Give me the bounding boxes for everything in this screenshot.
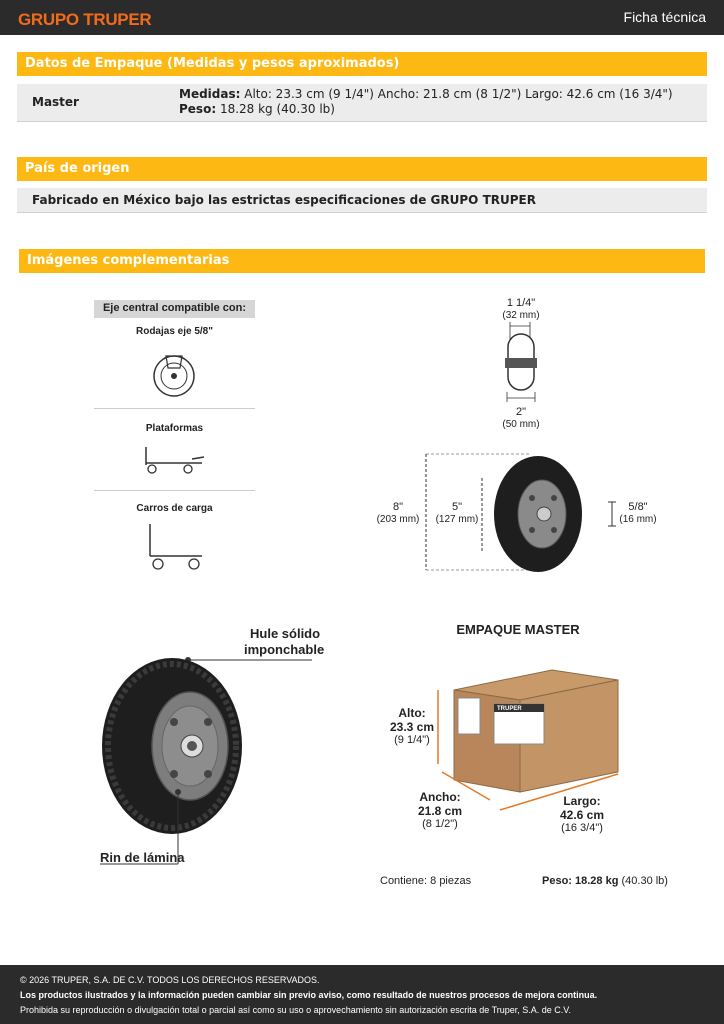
packaging-heading: Datos de Empaque (Medidas y pesos aproximados) bbox=[17, 52, 707, 76]
ancho-cm: 21.8 cm bbox=[417, 804, 463, 818]
ancho-in: (8 1/2") bbox=[422, 818, 458, 830]
origin-row bbox=[17, 188, 707, 213]
top-bar bbox=[0, 0, 724, 35]
axle-label: 5/8" bbox=[628, 501, 648, 513]
compat-item-hand-trucks: Carros de carga bbox=[136, 503, 213, 514]
box-brand: TRUPER bbox=[497, 706, 522, 712]
weight-label: Peso: bbox=[179, 102, 217, 116]
compat-title-bar bbox=[94, 300, 255, 318]
tire-label-line1: Hule sólido bbox=[250, 626, 321, 641]
width-bottom-mm: (50 mm) bbox=[502, 419, 540, 430]
largo-cm: 42.6 cm bbox=[559, 808, 605, 822]
alto-cm: 23.3 cm bbox=[389, 720, 435, 734]
divider bbox=[94, 490, 255, 491]
diameter-outer-mm: (203 mm) bbox=[376, 514, 420, 525]
footer-legal: Prohibida su reproducción o divulgación total o parcial así como su uso o aprovechamiento sin autorización escrita de Truper, S.A. de C.V. bbox=[20, 1005, 571, 1015]
width-bottom-label: 2" bbox=[515, 406, 527, 418]
weight-summary bbox=[542, 875, 668, 887]
weight-text: 18.28 kg (40.30 lb) bbox=[216, 102, 335, 116]
footer bbox=[0, 965, 724, 1024]
largo-label: Largo: bbox=[563, 794, 601, 808]
images-heading: Imágenes complementarias bbox=[19, 249, 705, 273]
ancho-label: Ancho: bbox=[419, 790, 461, 804]
width-top-mm: (32 mm) bbox=[502, 310, 540, 321]
weight-summary-lb: (40.30 lb) bbox=[618, 875, 668, 887]
measures-label: Medidas: bbox=[179, 87, 241, 101]
packaging-row-value bbox=[179, 87, 693, 117]
largo-in: (16 3/4") bbox=[561, 822, 603, 834]
caster-wheel-icon bbox=[150, 348, 200, 398]
compat-item-platforms: Plataformas bbox=[145, 423, 204, 434]
contains-label: Contiene: 8 piezas bbox=[380, 875, 472, 887]
wheel-profile-icon bbox=[500, 322, 544, 410]
tire-label-line2: imponchable bbox=[244, 642, 325, 657]
diameter-inner-label: 5" bbox=[451, 501, 463, 513]
wheel-large-drawing bbox=[100, 656, 320, 871]
measures-text: Alto: 23.3 cm (9 1/4") Ancho: 21.8 cm (8 1/2") Largo: 42.6 cm (16 3/4") bbox=[240, 87, 673, 101]
footer-disclaimer: Los productos ilustrados y la información pueden cambiar sin previo aviso, como resultado de nuestros procesos de mejora continua. bbox=[20, 990, 598, 1000]
platform-cart-icon bbox=[144, 445, 206, 475]
rim-label: Rin de lámina bbox=[100, 850, 185, 865]
axle-mm: (16 mm) bbox=[619, 514, 657, 525]
diameter-outer-label: 8" bbox=[392, 501, 404, 513]
width-top-label: 1 1/4" bbox=[506, 297, 536, 309]
weight-summary-kg: Peso: 18.28 kg bbox=[542, 875, 619, 887]
origin-heading: País de origen bbox=[17, 157, 707, 181]
footer-copyright: © 2026 TRUPER, S.A. DE C.V. TODOS LOS DERECHOS RESERVADOS. bbox=[20, 975, 320, 985]
diameter-inner-mm: (127 mm) bbox=[435, 514, 479, 525]
alto-in: (9 1/4") bbox=[394, 734, 430, 746]
compat-item-casters: Rodajas eje 5/8" bbox=[135, 326, 213, 337]
hand-truck-icon bbox=[146, 522, 206, 572]
packaging-row bbox=[17, 84, 707, 122]
origin-text: Fabricado en México bajo las estrictas especificaciones de GRUPO TRUPER bbox=[32, 193, 536, 207]
packaging-row-label: Master bbox=[32, 95, 79, 109]
compat-title: Eje central compatible con: bbox=[102, 302, 247, 314]
alto-label: Alto: bbox=[398, 706, 426, 720]
box-title: EMPAQUE MASTER bbox=[456, 622, 580, 637]
divider bbox=[94, 408, 255, 409]
page-title: Ficha técnica bbox=[623, 9, 706, 25]
brand-logo[interactable]: GRUPO TRUPER bbox=[18, 10, 152, 29]
